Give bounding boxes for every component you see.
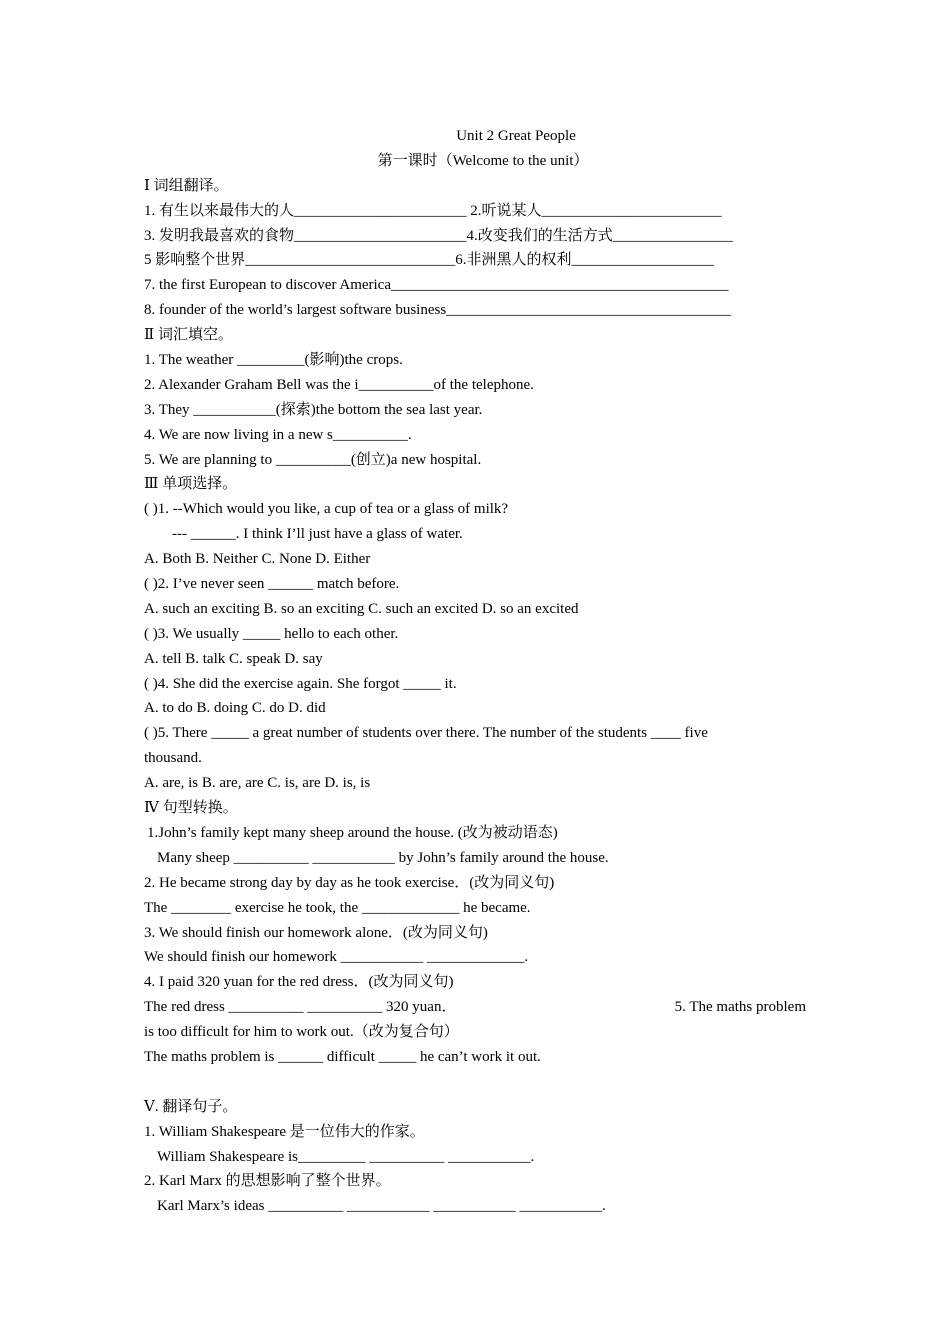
question-1-options: A. Both B. Neither C. None D. Either — [144, 551, 371, 568]
page-title: Unit 2 Great People — [456, 128, 576, 144]
question-5: ( )5. There _____ a great number of students over there. The number of the students ____ five — [144, 725, 708, 742]
vocab-line: 2. Alexander Graham Bell was the i__________of the telephone. — [144, 376, 534, 393]
spacer — [144, 1070, 806, 1095]
phrase-line: 3. 发明我最喜欢的食物_______________________4.改变我们的生活方式________________ — [144, 227, 733, 244]
transform-answer: We should finish our homework ___________ _____________. — [144, 949, 529, 966]
vocab-line: 4. We are now living in a new s__________. — [144, 426, 412, 443]
worksheet-body — [144, 124, 806, 1219]
vocab-line: 3. They ___________(探索)the bottom the sea last year. — [144, 401, 483, 418]
section-1-heading: Ⅰ 词组翻译。 — [144, 177, 229, 194]
transform-answer: The red dress __________ __________ 320 yuan． — [144, 999, 457, 1016]
question-3: ( )3. We usually _____ hello to each other. — [144, 625, 399, 642]
question-5-continued: thousand. — [144, 750, 202, 767]
transform-prompt: 4. I paid 320 yuan for the red dress．(改为同义句) — [144, 974, 454, 991]
question-1: ( )1. --Which would you like, a cup of tea or a glass of milk? — [144, 501, 509, 518]
phrase-line: 7. the first European to discover America_____________________________________________ — [144, 277, 729, 294]
question-4-options: A. to do B. doing C. do D. did — [144, 700, 326, 717]
question-2: ( )2. I’ve never seen ______ match before. — [144, 576, 400, 593]
question-3-options: A. tell B. talk C. speak D. say — [144, 650, 323, 667]
vocab-line: 5. We are planning to __________(创立)a new hospital. — [144, 451, 482, 468]
transform-prompt: 1.John’s family kept many sheep around the house. (改为被动语态) — [147, 824, 558, 841]
transform-prompt: 2. He became strong day by day as he took exercise．(改为同义句) — [144, 874, 555, 891]
transform-answer-row — [144, 995, 806, 1020]
translate-answer: William Shakespeare is_________ __________ ___________. — [157, 1148, 535, 1165]
translate-answer: Karl Marx’s ideas __________ ___________ ___________ ___________. — [157, 1198, 606, 1215]
section-5-heading: Ⅴ. 翻译句子。 — [144, 1098, 238, 1115]
transform-answer: The maths problem is ______ difficult _____ he can’t work it out. — [144, 1048, 541, 1065]
phrase-line: 5 影响整个世界____________________________6.非洲黑人的权利___________________ — [144, 252, 715, 269]
phrase-line: 8. founder of the world’s largest software business______________________________________ — [144, 302, 732, 319]
question-2-options: A. such an exciting B. so an exciting C. such an excited D. so an excited — [144, 600, 579, 617]
phrase-line: 1. 有生以来最伟大的人_______________________ 2.听说某人________________________ — [144, 202, 722, 219]
transform-prompt-start: 5. The maths problem — [674, 999, 806, 1016]
transform-prompt-continued: is too difficult for him to work out.（改为复合句） — [144, 1024, 459, 1041]
transform-prompt: 3. We should finish our homework alone．(改为同义句) — [144, 924, 488, 941]
transform-answer: The ________ exercise he took, the _____________ he became. — [144, 899, 531, 916]
section-2-heading: Ⅱ 词汇填空。 — [144, 327, 233, 344]
page-subtitle: 第一课时（Welcome to the unit） — [377, 152, 589, 169]
translate-prompt: 2. Karl Marx 的思想影响了整个世界。 — [144, 1173, 391, 1190]
vocab-line: 1. The weather _________(影响)the crops. — [144, 352, 403, 369]
transform-answer: Many sheep __________ ___________ by John’s family around the house. — [157, 849, 609, 866]
section-3-heading: Ⅲ 单项选择。 — [144, 476, 238, 493]
question-4: ( )4. She did the exercise again. She forgot _____ it. — [144, 675, 457, 692]
section-4-heading: Ⅳ 句型转换。 — [144, 800, 238, 817]
question-1-reply: --- ______. I think I’ll just have a glass of water. — [172, 526, 463, 543]
translate-prompt: 1. William Shakespeare 是一位伟大的作家。 — [144, 1123, 425, 1140]
question-5-options: A. are, is B. are, are C. is, are D. is, is — [144, 775, 371, 792]
